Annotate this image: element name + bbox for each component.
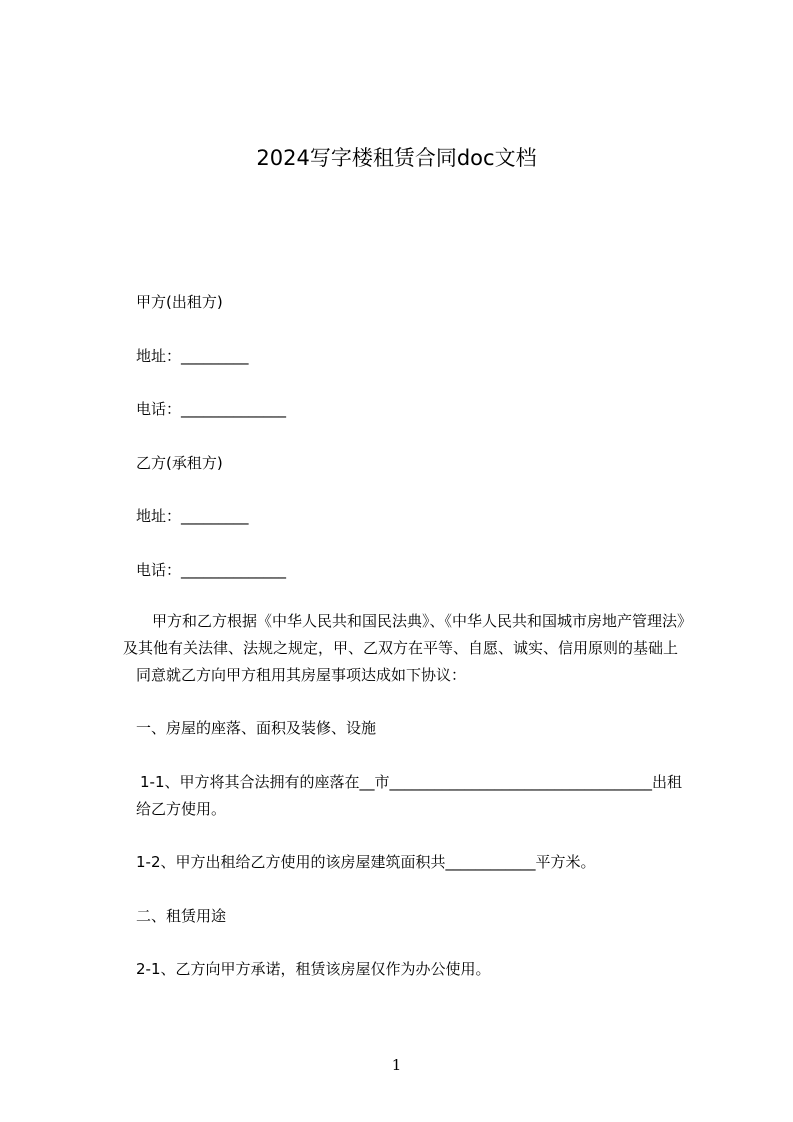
intro-line-2: 及其他有关法律、法规之规定，甲、乙双方在平等、自愿、诚实、信用原则的基础上 (123, 639, 679, 657)
clause-1-1-line-2: 给乙方使用。 (136, 800, 227, 818)
clause-2-1: 2-1、乙方向甲方承诺，租赁该房屋仅作为办公使用。 (136, 960, 491, 978)
document-title: 2024写字楼租赁合同doc文档 (256, 146, 537, 170)
section-1-heading: 一、房屋的座落、面积及装修、设施 (136, 719, 377, 737)
intro-line-3: 同意就乙方向甲方租用其房屋事项达成如下协议： (136, 666, 467, 684)
party-b-phone: 电话：______________ (136, 561, 287, 579)
clause-1-2: 1-2、甲方出租给乙方使用的该房屋建筑面积共____________平方米。 (136, 853, 596, 871)
section-2-heading: 二、租赁用途 (136, 907, 227, 925)
party-a-address: 地址：_________ (136, 347, 249, 365)
party-a-label: 甲方(出租方) (136, 293, 223, 311)
page-number: 1 (391, 1056, 402, 1074)
party-b-label: 乙方(承租方) (136, 454, 223, 472)
intro-line-1: 甲方和乙方根据《中华人民共和国民法典》、《中华人民共和国城市房地产管理法》 (152, 612, 693, 630)
clause-1-1-line-1: 1-1、甲方将其合法拥有的座落在__市___________________________________出租 (140, 773, 683, 791)
party-b-address: 地址：_________ (136, 507, 249, 525)
party-a-phone: 电话：______________ (136, 400, 287, 418)
